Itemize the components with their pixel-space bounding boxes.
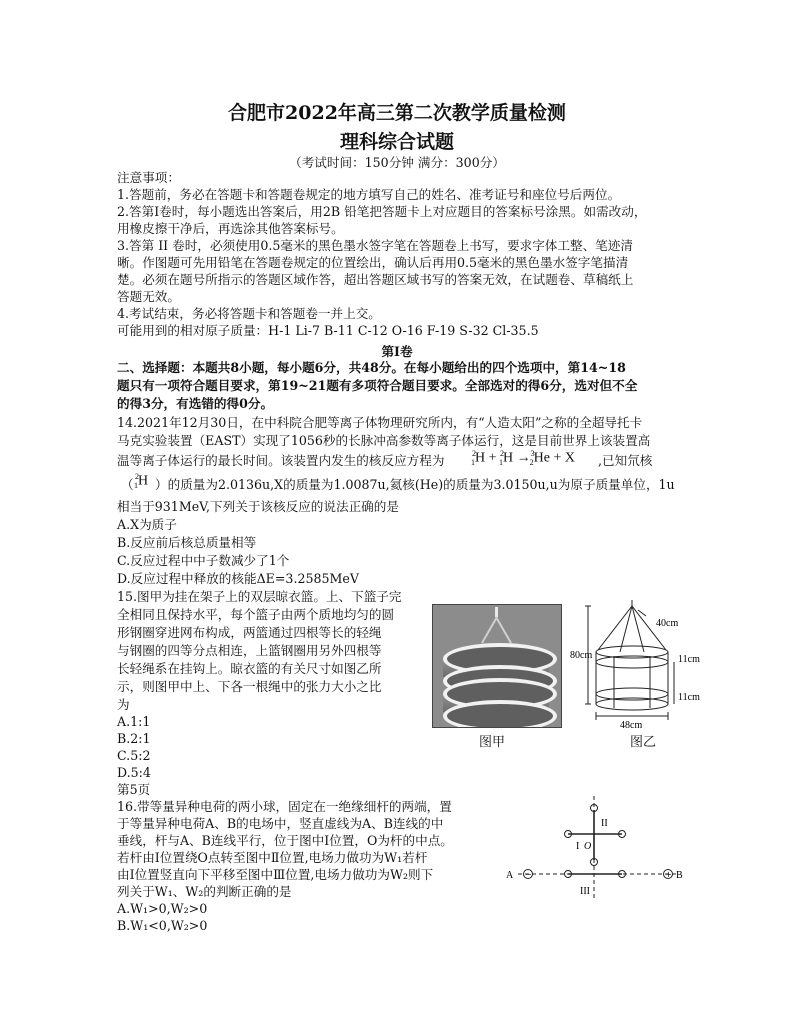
q16-option: A.W₁>0,W₂>0	[117, 901, 208, 916]
drying-basket-photo	[432, 604, 562, 728]
q15-line: 15.图甲为挂在架子上的双层晾衣篮。上、下篮子完	[117, 589, 402, 604]
q14-line: ）的质量为2.0136u,X的质量为1.0087u,氦核(He)的质量为3.0150u,u为原子质量单位，1u	[155, 477, 675, 492]
charge-a-label: A	[506, 870, 514, 881]
q14-option: C.反应过程中中子数减少了1个	[117, 553, 290, 568]
dim-bottom-width: 48cm	[620, 720, 643, 731]
notice-line: 2.答第Ⅰ卷时，每小题选出答案后，用2B 铅笔把答题卡上对应题目的答案标号涂黑。如需改动，	[117, 204, 647, 219]
plus-sign-icon: +	[665, 870, 672, 879]
q16-line: 由Ⅰ位置竖直向下平移至图中Ⅲ位置,电场力做功为W₂则下	[117, 867, 434, 882]
notice-line: 用橡皮擦干净后，再选涂其他答案标号。	[117, 221, 344, 236]
q15-line: 全相同且保持水平，每个篮子由两个质地均匀的圆	[117, 607, 395, 622]
deuterium-symbol: $^2_1$H	[134, 472, 149, 491]
notice-line: 晰。作图题可先用铅笔在答题卷规定的位置绘出，确认后再用0.5毫米的黑色墨水签字笔描清	[117, 255, 629, 270]
exam-title: 合肥市2022年高三第二次教学质量检测	[228, 102, 566, 124]
q16-line: 若杆由Ⅰ位置绕O点转至图中Ⅱ位置,电场力做功为W₁若杆	[117, 850, 428, 865]
q16-line: 垂线，杆与A、B连线平行，位于图中Ⅰ位置，O为杆的中点。	[117, 833, 453, 848]
exam-duration-score: （考试时间：150分钟 满分：300分）	[289, 155, 505, 170]
position-ii-label: II	[601, 818, 608, 829]
notice-line: 楚。必须在题号所指示的答题区域作答，超出答题区域书写的答案无效，在试题卷、草稿纸上	[117, 272, 634, 287]
volume-title: 第Ⅰ卷	[381, 344, 413, 359]
q16-option: B.W₁<0,W₂>0	[117, 918, 208, 933]
q15-option: C.5:2	[117, 748, 151, 763]
q16-line: 列关于W₁、W₂的判断正确的是	[117, 884, 292, 899]
dim-gap-1: 11cm	[678, 654, 700, 665]
notice-line: 4.考试结束，务必将答题卡和答题卷一并上交。	[117, 306, 381, 321]
section-header-line: 题只有一项符合题目要求，第19~21题有多项符合题目要求。全部选对的得6分，选对但不全	[117, 378, 638, 393]
q16-line: 于等量异种电荷A、B的电场中，竖直虚线为A、B连线的中	[117, 816, 444, 831]
dim-gap-2: 11cm	[678, 692, 700, 703]
section-header-line: 的得3分，有选错的得0分。	[117, 396, 274, 411]
charge-field-diagram	[498, 792, 698, 904]
q14-open-paren: （	[121, 477, 134, 492]
q14-eq-suffix: ,已知氘核	[598, 453, 653, 468]
page-note: 第5页	[117, 782, 151, 797]
figure-a-caption: 图甲	[479, 735, 506, 750]
nuclear-equation: $^2_1$H + $^2_1$H →$^3_2$He + X	[471, 449, 575, 468]
exam-subject-title: 理科综合试题	[339, 131, 454, 153]
minus-sign-icon: −	[525, 870, 532, 879]
dim-top-width: 40cm	[656, 618, 679, 629]
q14-line: 14.2021年12月30日，在中科院合肥等离子体物理研究所内，有“人造太阳”之称的全超导托卡	[117, 415, 643, 430]
notice-heading: 注意事项：	[117, 170, 180, 185]
q15-line: 长轻绳系在挂钩上。晾衣篮的有关尺寸如图乙所	[117, 661, 382, 676]
q15-option: B.2:1	[117, 731, 151, 746]
notice-line: 答题无效。	[117, 289, 180, 304]
q15-option: D.5:4	[117, 765, 151, 780]
notice-line: 1.答题前，务必在答题卡和答题卷规定的地方填写自己的姓名、准考证号和座位号后两位。	[117, 187, 621, 202]
charge-b-label: B	[676, 870, 683, 881]
dim-height: 80cm	[570, 650, 593, 661]
position-i-label: I	[576, 841, 580, 852]
q14-line: 马克实验装置（EAST）实现了1056秒的长脉冲高参数等离子体运行，这是目前世界上该装置高	[117, 433, 651, 448]
q15-line: 形钢圈穿进网布构成，两篮通过四根等长的轻绳	[117, 625, 382, 640]
q15-line: 与钢圈的四等分点相连，上篮钢圈用另外四根等	[117, 643, 382, 658]
position-iii-label: III	[580, 886, 590, 897]
q14-line: 相当于931MeV,下列关于该核反应的说法正确的是	[117, 499, 399, 514]
q16-line: 16.带等量异种电荷的两小球，固定在一绝缘细杆的两端，置	[117, 799, 452, 814]
q14-option: B.反应前后核总质量相等	[117, 535, 257, 550]
q15-option: A.1:1	[117, 714, 151, 729]
figure-b-caption: 图乙	[630, 735, 657, 750]
q14-option: D.反应过程中释放的核能ΔE=3.2585MeV	[117, 571, 359, 586]
section-header-line: 二、选择题：本题共8小题，每小题6分，共48分。在每小题给出的四个选项中，第14~18	[117, 360, 626, 375]
q14-line: 温等离子体运行的最长时间。该装置内发生的核反应方程为	[117, 453, 445, 468]
atomic-masses-line: 可能用到的相对原子质量：H-1 Li-7 B-11 C-12 O-16 F-19 S-32 Cl-35.5	[117, 323, 539, 338]
drying-basket-diagram	[570, 598, 705, 738]
q15-line: 示，则图甲中上、下各一根绳中的张力大小之比	[117, 679, 382, 694]
notice-line: 3.答第 II 卷时，必须使用0.5毫米的黑色墨水签字笔在答题卷上书写，要求字体工整、笔迹清	[117, 238, 633, 253]
center-o-label: O	[584, 841, 592, 852]
q14-option: A.X为质子	[117, 517, 177, 532]
q15-line: 为	[117, 697, 130, 712]
